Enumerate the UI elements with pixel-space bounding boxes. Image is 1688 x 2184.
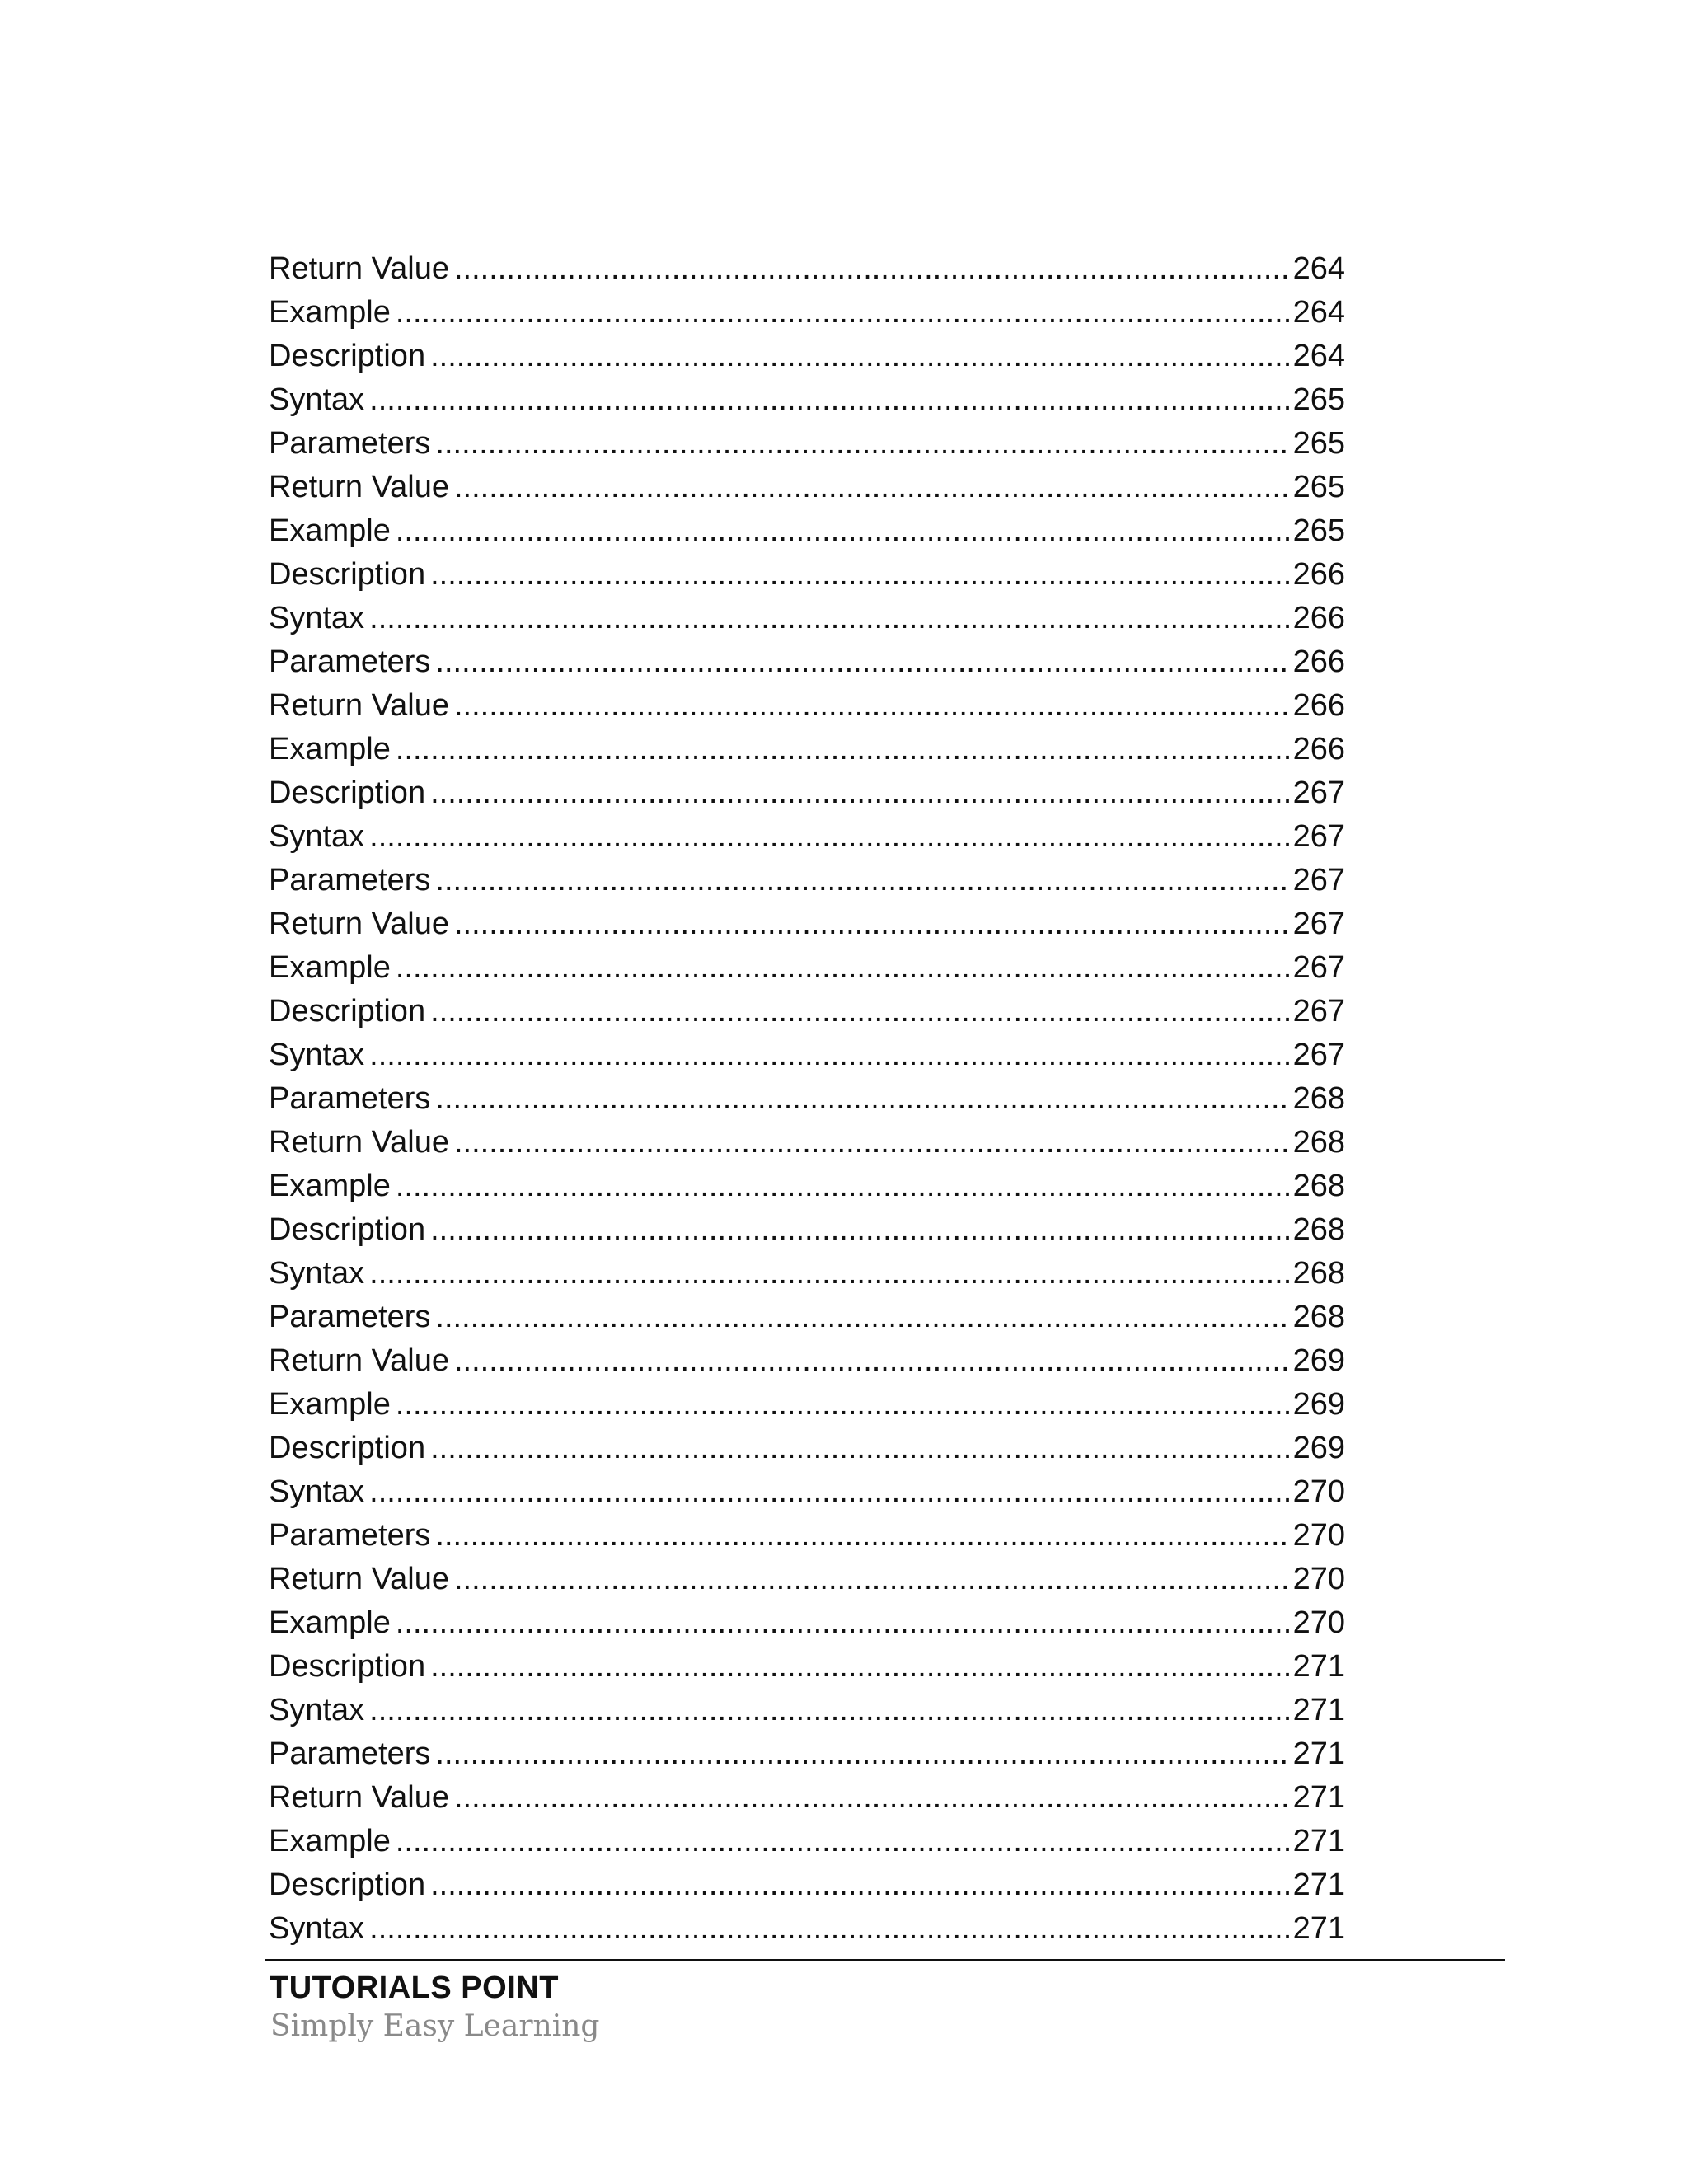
toc-entry[interactable]: [269, 1252, 1345, 1296]
toc-entry-label: Syntax: [269, 1911, 365, 1946]
toc-entry[interactable]: [269, 422, 1345, 466]
toc-entry-page-number: 265: [1292, 513, 1345, 548]
toc-dot-leader: [396, 291, 1290, 335]
toc-entry-page-number: 266: [1292, 732, 1345, 766]
toc-entry-label: Description: [269, 994, 426, 1029]
toc-entry-page-number: 266: [1292, 688, 1345, 723]
toc-dot-leader: [369, 378, 1289, 422]
toc-entry[interactable]: [269, 1165, 1345, 1208]
footer-divider: [265, 1959, 1505, 1961]
toc-entry-page-number: 265: [1292, 470, 1345, 504]
toc-entry-page-number: 269: [1292, 1343, 1345, 1378]
toc-entry[interactable]: [269, 1296, 1345, 1339]
toc-entry[interactable]: [269, 771, 1345, 815]
toc-dot-leader: [435, 1732, 1289, 1776]
toc-dot-leader: [396, 509, 1290, 553]
toc-entry[interactable]: [269, 1558, 1345, 1601]
toc-dot-leader: [369, 1252, 1289, 1296]
toc-entry-label: Description: [269, 1649, 426, 1684]
toc-entry[interactable]: [269, 1339, 1345, 1383]
toc-entry-label: Description: [269, 1868, 426, 1902]
toc-entry-label: Description: [269, 1431, 426, 1465]
toc-entry[interactable]: [269, 1907, 1345, 1951]
toc-dot-leader: [396, 728, 1290, 771]
toc-entry-label: Syntax: [269, 1038, 365, 1072]
toc-entry[interactable]: [269, 1077, 1345, 1121]
toc-entry-page-number: 271: [1292, 1824, 1345, 1858]
toc-entry-page-number: 269: [1292, 1387, 1345, 1422]
toc-entry[interactable]: [269, 291, 1345, 335]
toc-entry[interactable]: [269, 1514, 1345, 1558]
toc-dot-leader: [435, 1296, 1289, 1339]
toc-dot-leader: [454, 902, 1290, 946]
toc-entry[interactable]: [269, 1427, 1345, 1470]
toc-entry-label: Example: [269, 732, 391, 766]
toc-entry-page-number: 268: [1292, 1256, 1345, 1291]
toc-entry-page-number: 271: [1292, 1693, 1345, 1727]
toc-entry-page-number: 265: [1292, 382, 1345, 417]
toc-entry[interactable]: [269, 728, 1345, 771]
toc-entry[interactable]: [269, 378, 1345, 422]
toc-entry[interactable]: [269, 1732, 1345, 1776]
toc-entry-page-number: 266: [1292, 644, 1345, 679]
toc-entry-label: Example: [269, 1824, 391, 1858]
toc-entry-label: Return Value: [269, 907, 449, 941]
toc-entry-label: Parameters: [269, 863, 431, 898]
toc-dot-leader: [435, 1514, 1289, 1558]
toc-dot-leader: [430, 335, 1290, 378]
toc-dot-leader: [396, 1820, 1290, 1863]
footer-brand: TUTORIALS POINT: [270, 1971, 559, 2005]
toc-entry[interactable]: [269, 946, 1345, 990]
toc-dot-leader: [430, 1427, 1290, 1470]
toc-entry-label: Syntax: [269, 1693, 365, 1727]
toc-entry[interactable]: [269, 1470, 1345, 1514]
footer-tagline: Simply Easy Learning: [270, 2009, 600, 2043]
toc-dot-leader: [435, 422, 1289, 466]
toc-entry-label: Syntax: [269, 1256, 365, 1291]
toc-entry[interactable]: [269, 509, 1345, 553]
toc-entry-label: Example: [269, 295, 391, 330]
toc-entry-label: Example: [269, 1169, 391, 1203]
toc-entry-label: Description: [269, 776, 426, 810]
toc-entry-page-number: 267: [1292, 863, 1345, 898]
toc-entry-page-number: 271: [1292, 1868, 1345, 1902]
toc-dot-leader: [369, 1470, 1289, 1514]
toc-entry-page-number: 271: [1292, 1649, 1345, 1684]
toc-entry-label: Parameters: [269, 1736, 431, 1771]
toc-entry[interactable]: [269, 859, 1345, 902]
toc-entry-page-number: 271: [1292, 1911, 1345, 1946]
toc-entry-label: Parameters: [269, 426, 431, 461]
toc-dot-leader: [430, 1645, 1290, 1689]
table-of-contents: [269, 247, 1345, 1951]
toc-entry-label: Return Value: [269, 688, 449, 723]
toc-entry-label: Description: [269, 339, 426, 373]
toc-entry[interactable]: [269, 1601, 1345, 1645]
toc-entry-label: Parameters: [269, 1300, 431, 1334]
toc-entry-page-number: 267: [1292, 776, 1345, 810]
toc-entry[interactable]: [269, 553, 1345, 597]
toc-entry-page-number: 265: [1292, 426, 1345, 461]
toc-entry-page-number: 264: [1292, 295, 1345, 330]
toc-dot-leader: [396, 1383, 1290, 1427]
toc-entry[interactable]: [269, 1208, 1345, 1252]
toc-dot-leader: [454, 466, 1290, 509]
toc-entry-label: Return Value: [269, 251, 449, 286]
toc-entry-page-number: 268: [1292, 1125, 1345, 1160]
toc-entry-label: Syntax: [269, 601, 365, 635]
toc-entry[interactable]: [269, 1820, 1345, 1863]
toc-entry-page-number: 269: [1292, 1431, 1345, 1465]
toc-entry-label: Parameters: [269, 1081, 431, 1116]
toc-dot-leader: [454, 684, 1290, 728]
toc-dot-leader: [430, 1863, 1290, 1907]
toc-dot-leader: [396, 1165, 1290, 1208]
toc-entry[interactable]: [269, 1776, 1345, 1820]
toc-entry-label: Return Value: [269, 1780, 449, 1815]
toc-entry[interactable]: [269, 1645, 1345, 1689]
toc-dot-leader: [396, 1601, 1290, 1645]
toc-dot-leader: [369, 1689, 1289, 1732]
toc-entry-page-number: 264: [1292, 339, 1345, 373]
toc-entry-page-number: 267: [1292, 950, 1345, 985]
toc-entry[interactable]: [269, 815, 1345, 859]
toc-entry-label: Description: [269, 557, 426, 592]
toc-entry-page-number: 268: [1292, 1212, 1345, 1247]
toc-entry-page-number: 267: [1292, 1038, 1345, 1072]
toc-dot-leader: [430, 771, 1290, 815]
toc-entry-label: Description: [269, 1212, 426, 1247]
toc-entry-label: Parameters: [269, 1518, 431, 1553]
toc-entry-label: Syntax: [269, 382, 365, 417]
toc-entry-page-number: 267: [1292, 819, 1345, 854]
toc-dot-leader: [396, 946, 1290, 990]
toc-entry-page-number: 268: [1292, 1300, 1345, 1334]
toc-dot-leader: [430, 553, 1290, 597]
toc-dot-leader: [369, 1033, 1289, 1077]
toc-entry[interactable]: [269, 1033, 1345, 1077]
toc-entry-label: Return Value: [269, 470, 449, 504]
toc-entry-label: Example: [269, 1605, 391, 1640]
toc-entry-page-number: 270: [1292, 1474, 1345, 1509]
toc-dot-leader: [454, 1121, 1290, 1165]
toc-entry-page-number: 268: [1292, 1081, 1345, 1116]
toc-entry[interactable]: [269, 247, 1345, 291]
toc-entry-page-number: 267: [1292, 907, 1345, 941]
toc-entry-label: Syntax: [269, 1474, 365, 1509]
toc-entry[interactable]: [269, 990, 1345, 1033]
toc-dot-leader: [454, 1558, 1290, 1601]
toc-dot-leader: [454, 1776, 1290, 1820]
toc-entry-label: Example: [269, 513, 391, 548]
toc-entry[interactable]: [269, 597, 1345, 640]
toc-entry-page-number: 266: [1292, 601, 1345, 635]
toc-entry-label: Parameters: [269, 644, 431, 679]
toc-dot-leader: [435, 859, 1289, 902]
toc-entry-page-number: 270: [1292, 1518, 1345, 1553]
toc-entry-label: Return Value: [269, 1562, 449, 1596]
toc-entry-page-number: 270: [1292, 1605, 1345, 1640]
toc-entry-label: Return Value: [269, 1343, 449, 1378]
toc-dot-leader: [435, 640, 1289, 684]
toc-dot-leader: [369, 815, 1289, 859]
toc-dot-leader: [430, 990, 1290, 1033]
toc-dot-leader: [454, 1339, 1290, 1383]
toc-entry-page-number: 271: [1292, 1736, 1345, 1771]
toc-entry[interactable]: [269, 1383, 1345, 1427]
toc-entry-page-number: 264: [1292, 251, 1345, 286]
toc-entry-label: Example: [269, 1387, 391, 1422]
toc-entry-page-number: 266: [1292, 557, 1345, 592]
toc-entry[interactable]: [269, 902, 1345, 946]
toc-entry[interactable]: [269, 640, 1345, 684]
toc-entry-label: Example: [269, 950, 391, 985]
toc-dot-leader: [430, 1208, 1290, 1252]
toc-dot-leader: [369, 1907, 1289, 1951]
toc-entry-label: Syntax: [269, 819, 365, 854]
toc-entry-page-number: 268: [1292, 1169, 1345, 1203]
toc-entry[interactable]: [269, 1121, 1345, 1165]
toc-entry[interactable]: [269, 335, 1345, 378]
toc-dot-leader: [454, 247, 1290, 291]
toc-entry[interactable]: [269, 1863, 1345, 1907]
toc-entry[interactable]: [269, 1689, 1345, 1732]
toc-dot-leader: [369, 597, 1289, 640]
toc-entry-page-number: 270: [1292, 1562, 1345, 1596]
toc-entry-page-number: 271: [1292, 1780, 1345, 1815]
toc-entry[interactable]: [269, 466, 1345, 509]
toc-entry-label: Return Value: [269, 1125, 449, 1160]
toc-entry[interactable]: [269, 684, 1345, 728]
toc-entry-page-number: 267: [1292, 994, 1345, 1029]
toc-dot-leader: [435, 1077, 1289, 1121]
